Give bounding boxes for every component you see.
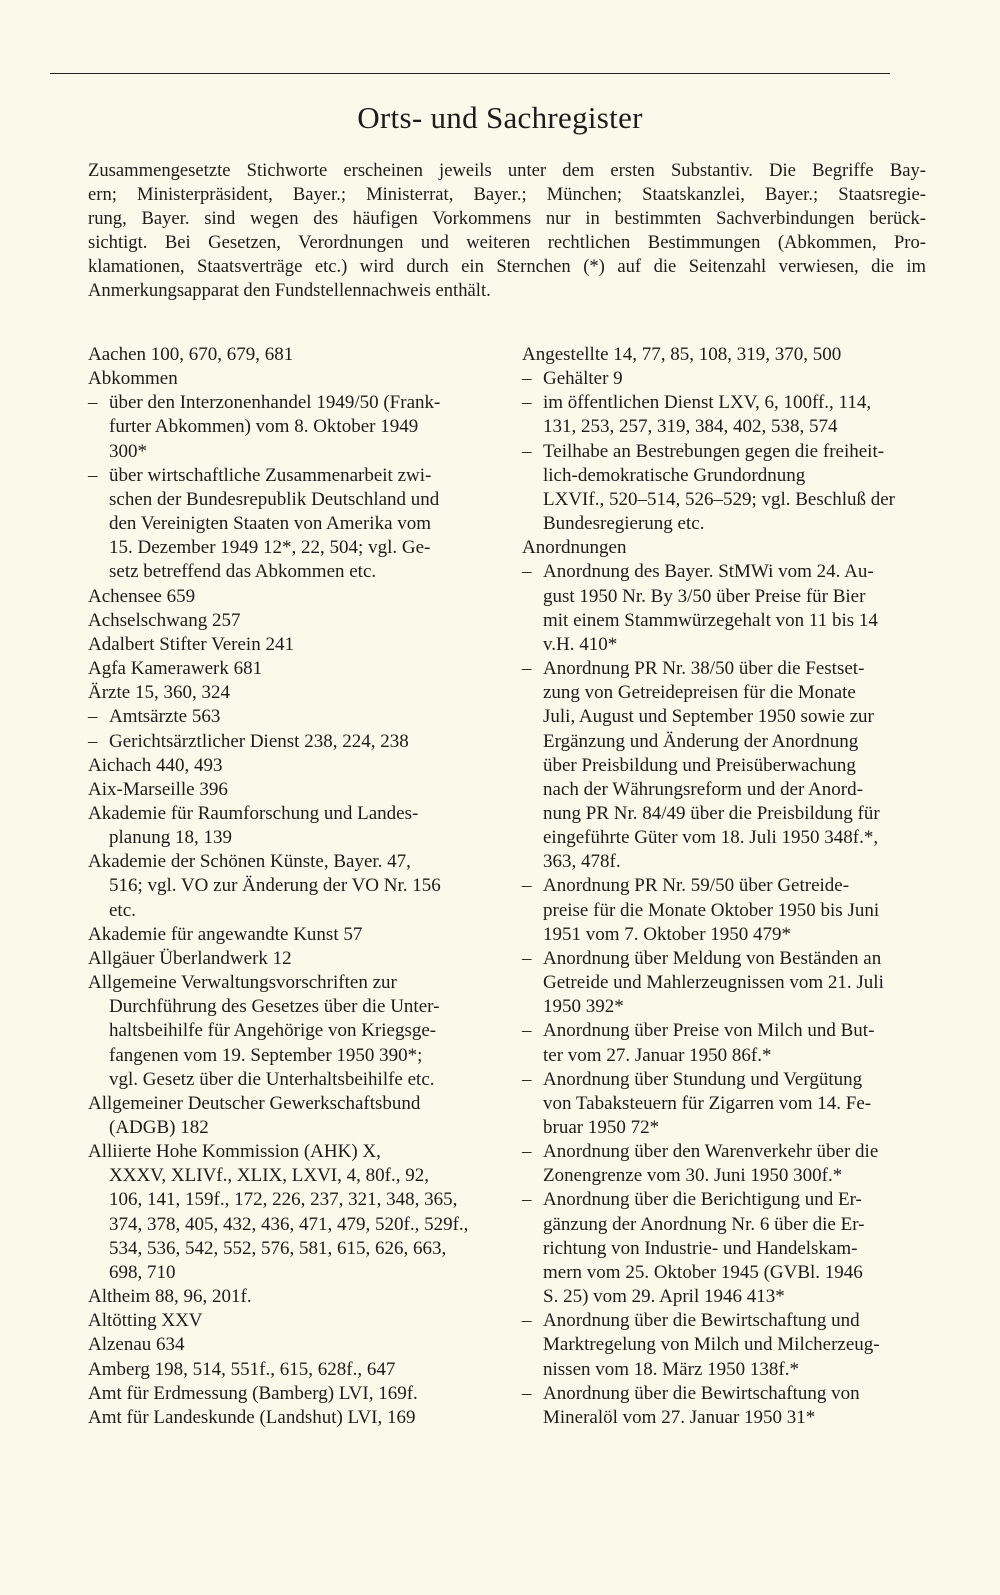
index-entry-line: Marktregelung von Milch und Milcherzeug- — [543, 1334, 880, 1356]
index-entry-line: Allgemeiner Deutscher Gewerkschaftsbund — [88, 1092, 421, 1114]
index-entry — [88, 971, 488, 1092]
index-entry — [522, 536, 928, 560]
index-entry-line: v.H. 410* — [543, 633, 618, 655]
index-entry — [88, 923, 488, 947]
index-entry-line: XXXV, XLIVf., XLIX, LXVI, 4, 80f., 92, — [109, 1165, 429, 1187]
index-entry-text: Anordnung PR Nr. 38/50 über die Festset- — [543, 658, 865, 680]
index-entry-line: Angestellte 14, 77, 85, 108, 319, 370, 500 — [522, 344, 842, 365]
subentry-dash: – — [522, 658, 532, 680]
index-subentry — [522, 1140, 928, 1188]
index-entry-line: Akademie der Schönen Künste, Bayer. 47, — [88, 851, 411, 873]
intro-line: Anmerkungsapparat den Fundstellennachweis enthält. — [88, 280, 491, 301]
index-entry-line: Allgäuer Überlandwerk 12 — [88, 947, 292, 969]
index-subentry — [522, 367, 928, 391]
index-entry — [88, 1309, 488, 1333]
index-entry-line: den Vereinigten Staaten von Amerika vom — [109, 513, 432, 535]
index-entry-line — [522, 874, 928, 898]
index-entry-line: setz betreffend das Abkommen etc. — [109, 561, 377, 583]
index-entry — [88, 1382, 488, 1406]
index-entry-line: nach der Währungsreform und der Anord- — [543, 778, 863, 800]
index-entry-line — [522, 1068, 928, 1092]
index-entry — [88, 1140, 488, 1285]
subentry-dash: – — [522, 1382, 532, 1404]
index-entry-line: S. 25) vom 29. April 1946 413* — [543, 1286, 785, 1308]
index-entry-line: nung PR Nr. 84/49 über die Preisbildung für — [543, 802, 880, 824]
index-entry — [88, 802, 488, 850]
index-entry-line — [88, 464, 488, 488]
index-entry-text: über wirtschaftliche Zusammenarbeit zwi- — [109, 464, 432, 486]
index-entry-text: Gerichtsärztlicher Dienst 238, 224, 238 — [109, 730, 409, 752]
index-entry-line: eingeführte Güter vom 18. Juli 1950 348f.*, — [543, 827, 879, 849]
index-entry-line: furter Abkommen) vom 8. Oktober 1949 — [109, 416, 419, 438]
index-entry-line: Getreide und Mahlerzeugnissen vom 21. Juli — [543, 972, 884, 994]
subentry-dash: – — [522, 1141, 532, 1163]
index-entry-line: bruar 1950 72* — [543, 1117, 660, 1138]
index-entry — [88, 1285, 488, 1309]
index-subentry — [522, 1188, 928, 1309]
index-entry — [88, 367, 488, 391]
index-entry-line: Agfa Kamerawerk 681 — [88, 658, 263, 680]
index-entry-line: 106, 141, 159f., 172, 226, 237, 321, 348, 365, — [109, 1189, 458, 1211]
intro-paragraph — [88, 159, 926, 303]
index-entry-text: Anordnung des Bayer. StMWi vom 24. Au- — [543, 561, 874, 583]
index-entry-line: 15. Dezember 1949 12*, 22, 504; vgl. Ge- — [109, 537, 431, 559]
index-entry-text: Gehälter 9 — [543, 368, 623, 390]
index-entry-line: Alzenau 634 — [88, 1334, 185, 1356]
index-entry-line: 534, 536, 542, 552, 576, 581, 615, 626, 663, — [109, 1237, 447, 1259]
intro-line: Zusammengesetzte Stichworte erscheinen jeweils unter dem ersten Substantiv. Die Begriffe Bay- — [88, 160, 926, 181]
index-subentry — [522, 440, 928, 537]
index-column-left — [88, 343, 488, 1430]
index-entry-line — [522, 440, 928, 464]
index-entry-line — [522, 1188, 928, 1212]
index-entry-line: mern vom 25. Oktober 1945 (GVBl. 1946 — [543, 1261, 863, 1283]
intro-line: klamationen, Staatsverträge etc.) wird durch ein Sternchen (*) auf die Seitenzahl verwiesen, die im — [88, 256, 926, 277]
subentry-dash: – — [522, 1189, 532, 1211]
index-entry-line: Allgemeine Verwaltungsvorschriften zur — [88, 972, 397, 994]
index-entry-line: schen der Bundesrepublik Deutschland und — [109, 488, 440, 510]
index-entry-text: im öffentlichen Dienst LXV, 6, 100ff., 114, — [543, 392, 872, 414]
index-entry-line: LXVIf., 520–514, 526–529; vgl. Beschluß der — [543, 488, 895, 510]
index-entry — [88, 1333, 488, 1357]
subentry-dash: – — [522, 561, 532, 583]
index-entry-line: von Tabaksteuern für Zigarren vom 14. Fe- — [543, 1092, 872, 1114]
index-entry-line: Abkommen — [88, 368, 178, 390]
index-entry-line: nissen vom 18. März 1950 138f.* — [543, 1358, 799, 1380]
page-title: Orts- und Sachregister — [357, 100, 643, 135]
index-entry — [88, 778, 488, 802]
index-subentry — [522, 560, 928, 657]
index-entry-line — [88, 730, 488, 754]
index-entry-text: Anordnung über den Warenverkehr über die — [543, 1141, 879, 1163]
index-entry-line: 516; vgl. VO zur Änderung der VO Nr. 156 — [109, 875, 441, 897]
index-entry-line: über Preisbildung und Preisüberwachung — [543, 754, 856, 776]
index-entry-line: Achselschwang 257 — [88, 609, 241, 631]
index-entry-line: zung von Getreidepreisen für die Monate — [543, 682, 856, 704]
index-entry-line — [88, 391, 488, 415]
index-column-right — [522, 343, 928, 1430]
index-entry-line: Altötting XXV — [88, 1310, 203, 1332]
index-entry-line: Aachen 100, 670, 679, 681 — [88, 344, 294, 365]
index-entry-line: Aichach 440, 493 — [88, 754, 223, 776]
index-entry-line — [522, 1140, 928, 1164]
subentry-dash: – — [88, 392, 98, 414]
index-entry-line: 363, 478f. — [543, 851, 621, 873]
index-entry — [88, 1358, 488, 1382]
index-entry-line — [522, 367, 928, 391]
index-entry-line: 1950 392* — [543, 996, 624, 1018]
subentry-dash: – — [522, 947, 532, 969]
index-entry — [88, 343, 488, 367]
subentry-dash: – — [522, 1068, 532, 1090]
index-entry-line: planung 18, 139 — [109, 827, 232, 849]
subentry-dash: – — [522, 1020, 532, 1042]
index-subentry — [88, 705, 488, 729]
index-entry-line: haltsbeihilfe für Angehörige von Kriegsge- — [109, 1020, 437, 1042]
subentry-dash: – — [88, 464, 98, 486]
index-entry — [88, 585, 488, 609]
index-entry-line — [522, 1019, 928, 1043]
index-entry-line: Amberg 198, 514, 551f., 615, 628f., 647 — [88, 1358, 396, 1380]
index-entry-line: Akademie für angewandte Kunst 57 — [88, 923, 363, 945]
index-entry-line: Achensee 659 — [88, 585, 196, 607]
index-entry-line: Amt für Erdmessung (Bamberg) LVI, 169f. — [88, 1382, 418, 1404]
index-entry — [88, 850, 488, 922]
index-entry-text: Anordnung über die Bewirtschaftung von — [543, 1382, 860, 1404]
index-entry-line: (ADGB) 182 — [109, 1117, 209, 1138]
index-entry-line: Adalbert Stifter Verein 241 — [88, 633, 294, 655]
index-entry-line: 131, 253, 257, 319, 384, 402, 538, 574 — [543, 416, 838, 438]
index-subentry — [522, 657, 928, 874]
index-entry — [88, 609, 488, 633]
subentry-dash: – — [522, 368, 532, 390]
index-entry-text: Anordnung über Preise von Milch und But- — [543, 1020, 875, 1042]
index-entry — [88, 754, 488, 778]
index-entry-line: Juli, August und September 1950 sowie zur — [543, 706, 874, 728]
index-subentry — [522, 1019, 928, 1067]
index-entry-line — [522, 560, 928, 584]
index-entry-line: Ergänzung und Änderung der Anordnung — [543, 730, 859, 752]
index-entry-line: 1951 vom 7. Oktober 1950 479* — [543, 923, 792, 945]
index-entry-line: Alliierte Hohe Kommission (AHK) X, — [88, 1141, 381, 1163]
subentry-dash: – — [522, 392, 532, 414]
index-entry-line: Mineralöl vom 27. Januar 1950 31* — [543, 1406, 816, 1428]
index-subentry — [522, 1309, 928, 1381]
index-entry-line: Anordnungen — [522, 537, 627, 559]
index-entry-line: etc. — [109, 899, 136, 921]
index-entry-text: Anordnung über Meldung von Beständen an — [543, 947, 882, 969]
index-subentry — [522, 874, 928, 946]
index-entry-text: Anordnung über die Bewirtschaftung und — [543, 1310, 860, 1332]
index-entry-line: Bundesregierung etc. — [543, 513, 705, 535]
index-entry-line — [522, 947, 928, 971]
index-entry-line: 698, 710 — [109, 1261, 176, 1283]
index-entry-line: Amt für Landeskunde (Landshut) LVI, 169 — [88, 1406, 416, 1428]
index-entry — [522, 343, 928, 367]
index-subentry — [88, 464, 488, 585]
index-entry-line: Altheim 88, 96, 201f. — [88, 1286, 252, 1308]
index-entry-line: Aix-Marseille 396 — [88, 778, 228, 800]
index-entry-line: Akademie für Raumforschung und Landes- — [88, 802, 419, 824]
index-entry-line: fangenen vom 19. September 1950 390*; — [109, 1044, 423, 1066]
index-subentry — [88, 730, 488, 754]
index-entry-line — [88, 705, 488, 729]
subentry-dash: – — [522, 875, 532, 897]
intro-line: sichtigt. Bei Gesetzen, Verordnungen und weiteren rechtlichen Bestimmungen (Abkommen, Pro- — [88, 232, 926, 253]
index-entry — [88, 633, 488, 657]
index-entry-text: Amtsärzte 563 — [109, 706, 221, 728]
index-entry-line: 300* — [109, 440, 147, 462]
index-entry-line: preise für die Monate Oktober 1950 bis Juni — [543, 899, 880, 921]
index-subentry — [522, 947, 928, 1019]
index-entry-line — [522, 1309, 928, 1333]
intro-line: ern; Ministerpräsident, Bayer.; Ministerrat, Bayer.; München; Staatskanzlei, Bayer.; Staatsregie- — [88, 184, 926, 205]
index-entry-line — [522, 657, 928, 681]
index-entry-text: Anordnung PR Nr. 59/50 über Getreide- — [543, 875, 850, 897]
index-entry-line: ter vom 27. Januar 1950 86f.* — [543, 1044, 772, 1066]
index-entry-line: richtung von Industrie- und Handelskam- — [543, 1237, 858, 1259]
index-entry-line — [522, 1382, 928, 1406]
index-entry-text: Teilhabe an Bestrebungen gegen die freiheit- — [543, 440, 885, 462]
subentry-dash: – — [88, 730, 98, 752]
subentry-dash: – — [522, 1310, 532, 1332]
index-subentry — [522, 1382, 928, 1430]
index-subentry — [522, 391, 928, 439]
index-entry — [88, 657, 488, 681]
intro-line: rung, Bayer. sind wegen des häufigen Vorkommens nur in bestimmten Sachverbindungen berück- — [88, 208, 926, 229]
index-entry-text: Anordnung über die Berichtigung und Er- — [543, 1189, 862, 1211]
index-entry-line: mit einem Stammwürzegehalt von 11 bis 14 — [543, 609, 878, 631]
index-entry — [88, 681, 488, 705]
index-entry-text: Anordnung über Stundung und Vergütung — [543, 1068, 863, 1090]
index-entry-line: gust 1950 Nr. By 3/50 über Preise für Bier — [543, 585, 866, 607]
index-entry-text: über den Interzonenhandel 1949/50 (Frank- — [109, 392, 441, 414]
subentry-dash: – — [88, 706, 98, 728]
index-entry-line: vgl. Gesetz über die Unterhaltsbeihilfe etc. — [109, 1068, 435, 1090]
index-entry-line: gänzung der Anordnung Nr. 6 über die Er- — [543, 1213, 865, 1235]
index-entry — [88, 1092, 488, 1140]
index-entry-line: Ärzte 15, 360, 324 — [88, 682, 230, 704]
index-entry — [88, 947, 488, 971]
index-entry-line: Zonengrenze vom 30. Juni 1950 300f.* — [543, 1165, 843, 1187]
header-rule — [50, 73, 890, 74]
index-entry-line: lich-demokratische Grundordnung — [543, 464, 806, 486]
index-subentry — [522, 1068, 928, 1140]
index-entry — [88, 1406, 488, 1430]
subentry-dash: – — [522, 440, 532, 462]
index-entry-line: Durchführung des Gesetzes über die Unter- — [109, 996, 440, 1018]
index-entry-line — [522, 391, 928, 415]
index-subentry — [88, 391, 488, 463]
index-entry-line: 374, 378, 405, 432, 436, 471, 479, 520f., 529f., — [109, 1213, 469, 1235]
